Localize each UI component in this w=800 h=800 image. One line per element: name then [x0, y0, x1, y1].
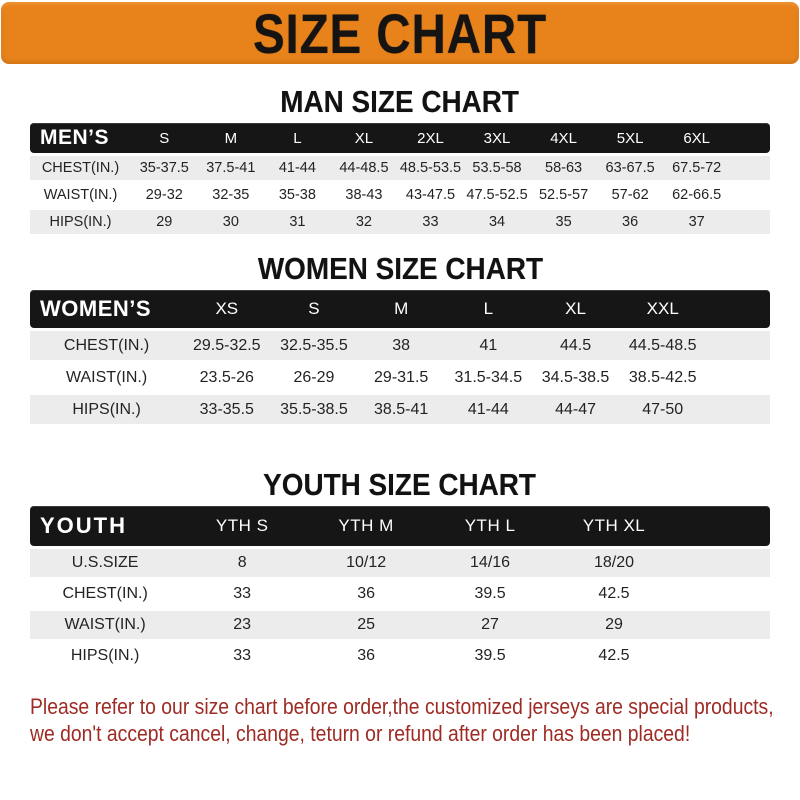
size-column-header: M — [358, 290, 445, 328]
size-column-header: XL — [532, 290, 619, 328]
size-column-header: S — [270, 290, 357, 328]
size-value-cell: 31 — [264, 210, 331, 234]
size-value-cell: 43-47.5 — [397, 183, 464, 207]
table-row — [30, 210, 770, 234]
row-spacer — [730, 210, 770, 234]
size-value-cell: 44.5 — [532, 331, 619, 360]
size-value-cell: 32.5-35.5 — [270, 331, 357, 360]
size-value-cell: 62-66.5 — [663, 183, 730, 207]
size-value-cell: 23.5-26 — [183, 363, 270, 392]
table-corner-label: MEN’S — [30, 123, 131, 153]
size-value-cell: 26-29 — [270, 363, 357, 392]
size-value-cell: 41 — [445, 331, 532, 360]
row-label: CHEST(IN.) — [30, 580, 180, 608]
size-value-cell: 8 — [180, 549, 304, 577]
table-row — [30, 611, 770, 639]
disclaimer-line-2: we don't accept cancel, change, teturn or refund after order has been placed! — [30, 721, 691, 746]
size-column-header: M — [198, 123, 265, 153]
table-row — [30, 331, 770, 360]
size-column-header: YTH L — [428, 506, 552, 546]
size-value-cell: 42.5 — [552, 642, 676, 670]
women-section-heading: WOMEN SIZE CHART — [257, 251, 543, 286]
row-spacer — [706, 363, 770, 392]
row-spacer — [730, 183, 770, 207]
size-column-header: XS — [183, 290, 270, 328]
size-value-cell: 38 — [358, 331, 445, 360]
size-column-header: XL — [331, 123, 398, 153]
size-value-cell: 39.5 — [428, 580, 552, 608]
size-column-header: 4XL — [530, 123, 597, 153]
table-row — [30, 363, 770, 392]
size-value-cell: 44-48.5 — [331, 156, 398, 180]
row-label: CHEST(IN.) — [30, 156, 131, 180]
size-column-header: 6XL — [663, 123, 730, 153]
row-label: WAIST(IN.) — [30, 363, 183, 392]
size-value-cell: 58-63 — [530, 156, 597, 180]
size-value-cell: 39.5 — [428, 642, 552, 670]
size-value-cell: 29-32 — [131, 183, 198, 207]
table-row — [30, 395, 770, 424]
size-value-cell: 33 — [180, 642, 304, 670]
table-row — [30, 580, 770, 608]
size-value-cell: 35 — [530, 210, 597, 234]
size-value-cell: 32 — [331, 210, 398, 234]
row-spacer — [706, 395, 770, 424]
disclaimer-line-1: Please refer to our size chart before order,the customized jerseys are special products, — [30, 694, 774, 719]
size-value-cell: 48.5-53.5 — [397, 156, 464, 180]
table-corner-label: YOUTH — [30, 506, 180, 546]
size-column-header: 5XL — [597, 123, 664, 153]
size-column-header: S — [131, 123, 198, 153]
row-spacer — [706, 331, 770, 360]
size-column-header: YTH S — [180, 506, 304, 546]
size-value-cell: 25 — [304, 611, 428, 639]
size-column-header: YTH XL — [552, 506, 676, 546]
size-value-cell: 37.5-41 — [198, 156, 265, 180]
header-spacer — [676, 506, 770, 546]
table-row — [30, 549, 770, 577]
table-row — [30, 642, 770, 670]
size-value-cell: 41-44 — [445, 395, 532, 424]
size-value-cell: 63-67.5 — [597, 156, 664, 180]
men-size-table — [30, 120, 770, 237]
table-row — [30, 183, 770, 207]
size-column-header: L — [445, 290, 532, 328]
size-value-cell: 14/16 — [428, 549, 552, 577]
row-label: WAIST(IN.) — [30, 183, 131, 207]
size-value-cell: 47.5-52.5 — [464, 183, 531, 207]
size-value-cell: 36 — [597, 210, 664, 234]
row-label: HIPS(IN.) — [30, 642, 180, 670]
size-value-cell: 44-47 — [532, 395, 619, 424]
size-value-cell: 18/20 — [552, 549, 676, 577]
size-value-cell: 29 — [131, 210, 198, 234]
size-value-cell: 33-35.5 — [183, 395, 270, 424]
size-column-header: XXL — [619, 290, 706, 328]
size-value-cell: 38.5-41 — [358, 395, 445, 424]
size-value-cell: 29.5-32.5 — [183, 331, 270, 360]
size-value-cell: 27 — [428, 611, 552, 639]
size-value-cell: 57-62 — [597, 183, 664, 207]
row-spacer — [676, 580, 770, 608]
size-value-cell: 34 — [464, 210, 531, 234]
size-chart-page — [0, 2, 800, 747]
size-value-cell: 29 — [552, 611, 676, 639]
row-label: WAIST(IN.) — [30, 611, 180, 639]
youth-section-heading: YOUTH SIZE CHART — [263, 467, 537, 502]
size-value-cell: 35-38 — [264, 183, 331, 207]
size-value-cell: 10/12 — [304, 549, 428, 577]
size-value-cell: 23 — [180, 611, 304, 639]
size-value-cell: 33 — [397, 210, 464, 234]
size-value-cell: 41-44 — [264, 156, 331, 180]
size-value-cell: 32-35 — [198, 183, 265, 207]
table-corner-label: WOMEN’S — [30, 290, 183, 328]
men-section-heading: MAN SIZE CHART — [280, 84, 520, 119]
banner-title: SIZE CHART — [252, 1, 548, 65]
youth-size-table — [30, 503, 770, 673]
size-value-cell: 38.5-42.5 — [619, 363, 706, 392]
size-value-cell: 33 — [180, 580, 304, 608]
size-value-cell: 52.5-57 — [530, 183, 597, 207]
header-spacer — [706, 290, 770, 328]
row-label: HIPS(IN.) — [30, 210, 131, 234]
size-value-cell: 37 — [663, 210, 730, 234]
row-label: U.S.SIZE — [30, 549, 180, 577]
size-value-cell: 36 — [304, 642, 428, 670]
row-label: HIPS(IN.) — [30, 395, 183, 424]
size-chart-banner — [1, 2, 799, 64]
table-row — [30, 156, 770, 180]
header-spacer — [730, 123, 770, 153]
size-column-header: YTH M — [304, 506, 428, 546]
size-column-header: 2XL — [397, 123, 464, 153]
row-spacer — [676, 611, 770, 639]
row-spacer — [730, 156, 770, 180]
size-value-cell: 35-37.5 — [131, 156, 198, 180]
disclaimer-text — [30, 693, 800, 747]
size-value-cell: 47-50 — [619, 395, 706, 424]
size-value-cell: 53.5-58 — [464, 156, 531, 180]
row-label: CHEST(IN.) — [30, 331, 183, 360]
men-section — [0, 84, 800, 237]
size-column-header: L — [264, 123, 331, 153]
size-value-cell: 31.5-34.5 — [445, 363, 532, 392]
size-value-cell: 30 — [198, 210, 265, 234]
size-value-cell: 29-31.5 — [358, 363, 445, 392]
women-section — [0, 251, 800, 427]
row-spacer — [676, 549, 770, 577]
size-value-cell: 35.5-38.5 — [270, 395, 357, 424]
size-value-cell: 67.5-72 — [663, 156, 730, 180]
size-column-header: 3XL — [464, 123, 531, 153]
size-value-cell: 42.5 — [552, 580, 676, 608]
size-value-cell: 34.5-38.5 — [532, 363, 619, 392]
row-spacer — [676, 642, 770, 670]
women-size-table — [30, 287, 770, 427]
size-value-cell: 38-43 — [331, 183, 398, 207]
youth-section — [0, 467, 800, 673]
size-value-cell: 36 — [304, 580, 428, 608]
size-value-cell: 44.5-48.5 — [619, 331, 706, 360]
